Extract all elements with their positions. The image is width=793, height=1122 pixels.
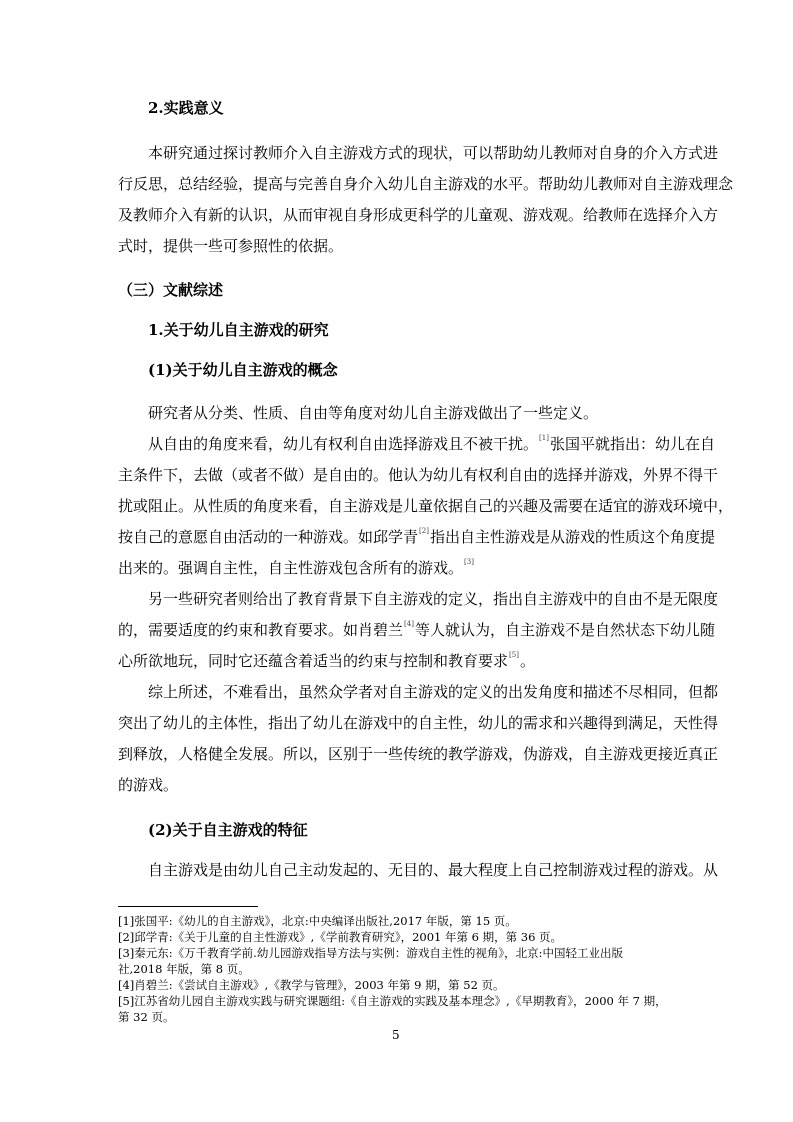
citation-ref[interactable]: [4] (404, 620, 414, 628)
footnote-2: [2]邱学青:《关于儿童的自主性游戏》,《学前教育研究》，2001 年第 6 期，第 36 页。 (118, 930, 563, 944)
paragraph-line: 突出了幼儿的主体性，指出了幼儿在游戏中的自主性，幼儿的需求和兴趣得到满足，天性得 (118, 714, 719, 732)
paragraph-line: 扰或阻止。从性质的角度来看，自主游戏是儿童依据自己的兴趣及需要在适宜的游戏环境中， (118, 497, 734, 515)
paragraph-line: 本研究通过探讨教师介入自主游戏方式的现状，可以帮助幼儿教师对自身的介入方式进 (148, 144, 719, 162)
heading-literature-review: （三）文献综述 (118, 281, 224, 299)
paragraph-line: 出来的。强调自主性，自主性游戏包含所有的游戏。[3] (118, 558, 474, 577)
paragraph-line: 综上所述，不难看出，虽然众学者对自主游戏的定义的出发角度和描述不尽相同，但都 (148, 683, 719, 701)
footnote-divider (118, 906, 258, 907)
heading-practice-significance: 2.实践意义 (148, 99, 224, 117)
heading-features: (2)关于自主游戏的特征 (148, 821, 308, 839)
footnote-5-cont: 第 32 页。 (118, 1010, 175, 1024)
paragraph-line: 及教师介入有新的认识，从而审视自身形成更科学的儿童观、游戏观。给教师在选择介入方 (118, 206, 719, 224)
paragraph-line: 到释放，人格健全发展。所以，区别于一些传统的教学游戏，伪游戏，自主游戏更接近真正 (118, 745, 719, 763)
heading-autonomous-game-research: 1.关于幼儿自主游戏的研究 (148, 321, 329, 339)
footnote-4: [4]肖碧兰:《尝试自主游戏》,《教学与管理》，2003 年第 9 期，第 52 页。 (118, 978, 505, 992)
paragraph-line: 行反思，总结经验，提高与完善自身介入幼儿自主游戏的水平。帮助幼儿教师对自主游戏理念 (118, 175, 734, 193)
citation-ref[interactable]: [5] (509, 651, 519, 659)
paragraph-line: 从自由的角度来看，幼儿有权利自由选择游戏且不被干扰。[1]张国平就指出：幼儿在自 (148, 434, 715, 453)
footnote-3-cont: 社,2018 年版，第 8 页。 (118, 962, 250, 976)
paragraph-line: 按自己的意愿自由活动的一种游戏。如邱学青[2]指出自主性游戏是从游戏的性质这个角度提 (118, 527, 715, 546)
paragraph-line: 式时，提供一些可参照性的依据。 (118, 237, 344, 255)
paragraph-line: 研究者从分类、性质、自由等角度对幼儿自主游戏做出了一些定义。 (148, 404, 599, 422)
paragraph-line: 主条件下，去做（或者不做）是自由的。他认为幼儿有权利自由的选择并游戏，外界不得干 (118, 466, 719, 484)
footnote-1: [1]张国平:《幼儿的自主游戏》，北京:中央编译出版社,2017 年版，第 15 页。 (118, 914, 517, 928)
citation-ref[interactable]: [2] (419, 527, 429, 535)
paragraph-line: 自主游戏是由幼儿自己主动发起的、无目的、最大程度上自己控制游戏过程的游戏。从 (148, 861, 719, 879)
paragraph-line: 心所欲地玩，同时它还蕴含着适当的约束与控制和教育要求[5]。 (118, 651, 535, 670)
page-number: 5 (392, 1028, 400, 1042)
paragraph-line: 另一些研究者则给出了教育背景下自主游戏的定义，指出自主游戏中的自由不是无限度 (148, 590, 719, 608)
heading-concept: (1)关于幼儿自主游戏的概念 (148, 361, 338, 379)
paragraph-line: 的游戏。 (118, 776, 179, 794)
citation-ref[interactable]: [1] (539, 434, 549, 442)
footnote-3: [3]秦元东:《万千教育学前.幼儿园游戏指导方法与实例：游戏自主性的视角》，北京:中国轻工业出版 (118, 946, 623, 960)
paragraph-line: 的，需要适度的约束和教育要求。如肖碧兰[4]等人就认为，自主游戏不是自然状态下幼儿随 (118, 620, 715, 639)
footnote-5: [5]江苏省幼儿园自主游戏实践与研究课题组:《自主游戏的实践及基本理念》,《早期教育》，2000 年 7 期， (118, 994, 667, 1008)
citation-ref[interactable]: [3] (464, 558, 474, 566)
